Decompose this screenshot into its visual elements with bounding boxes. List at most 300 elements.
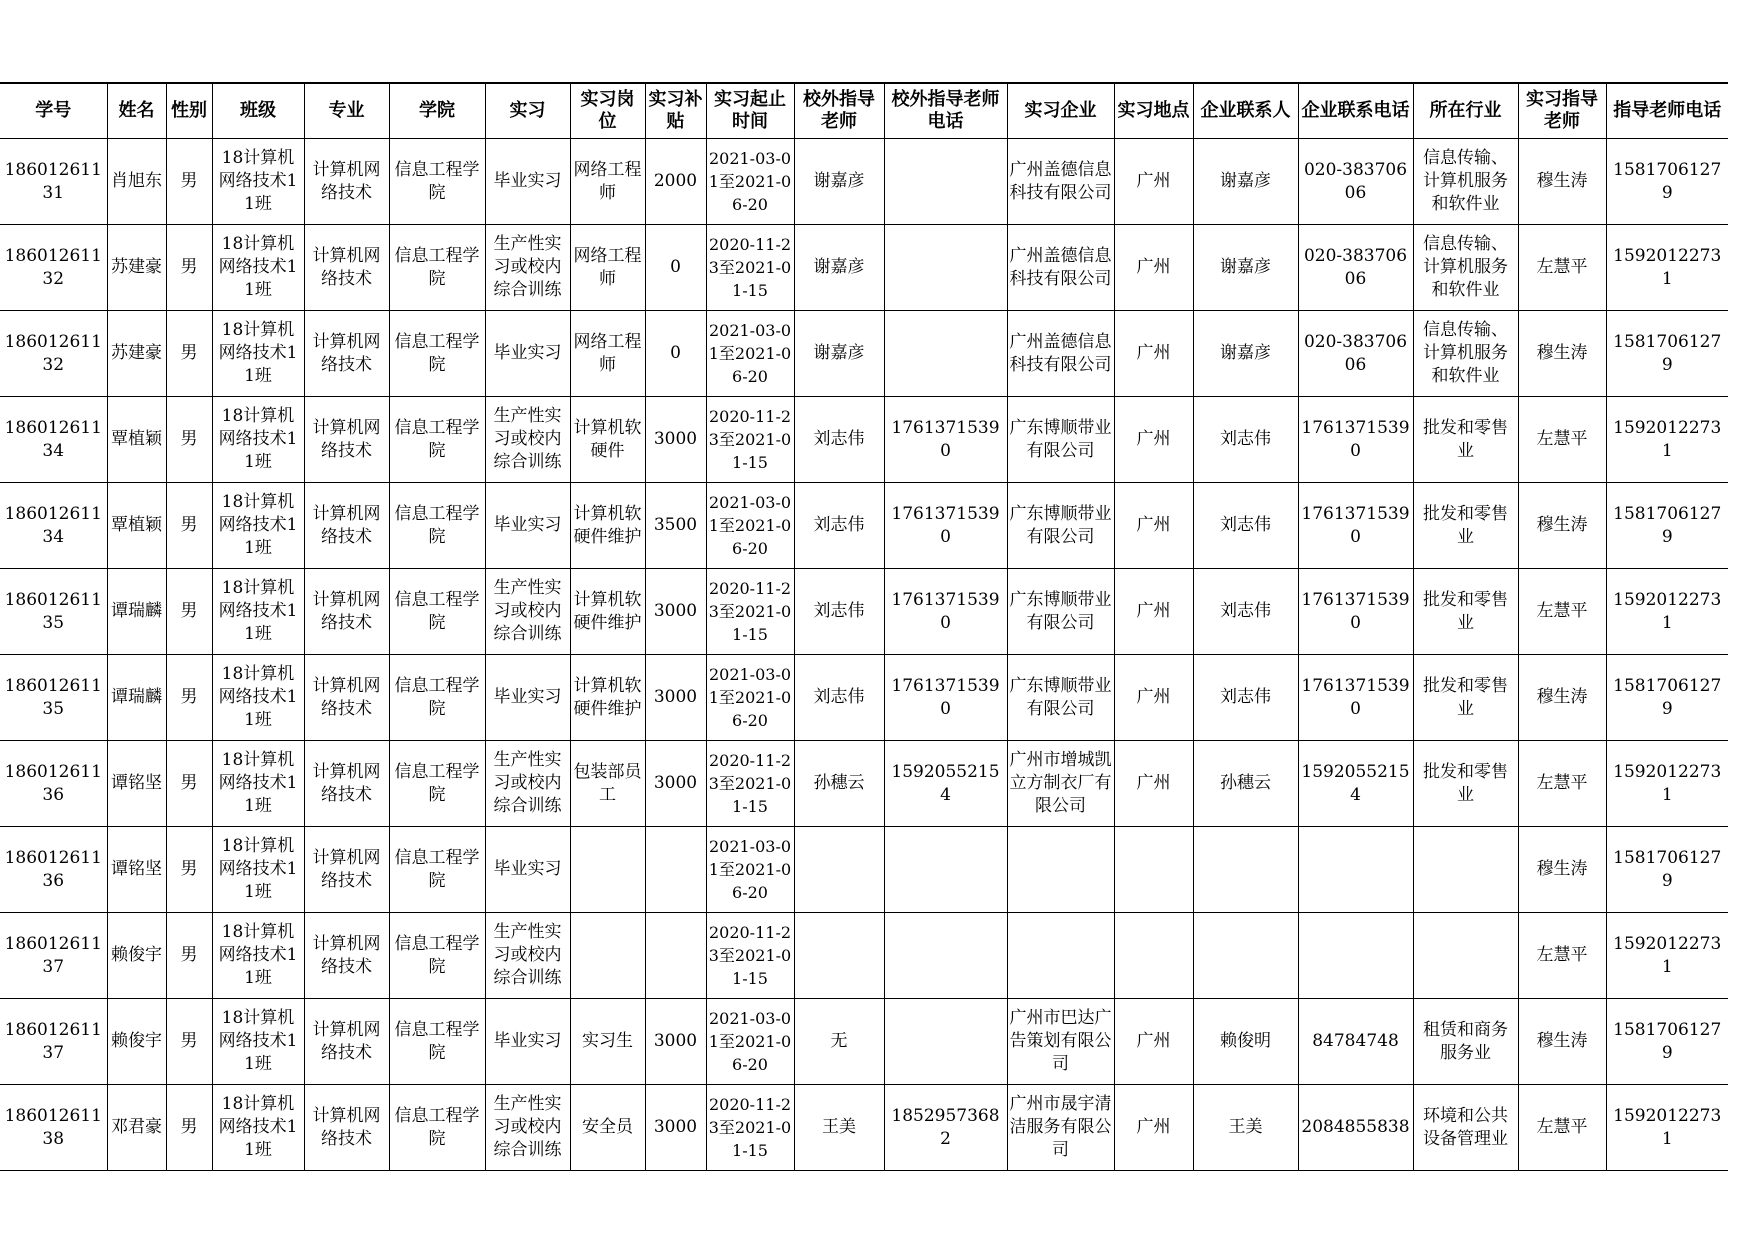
table-cell: [1518, 483, 1606, 569]
cell-text: 15920122731: [1613, 1105, 1722, 1149]
table-row: [0, 1085, 1728, 1171]
table-cell: [1193, 569, 1298, 655]
table-cell: [706, 569, 794, 655]
cell-text: 网络工程师: [573, 331, 642, 375]
table-cell: [706, 999, 794, 1085]
cell-text: 谢嘉彦: [813, 171, 865, 191]
cell-text: 18601261132: [4, 331, 102, 375]
cell-text: 毕业实习: [493, 859, 562, 879]
table-cell: [304, 827, 389, 913]
table-cell: [1413, 569, 1518, 655]
cell-text: 3000: [653, 773, 698, 793]
column-header: 专业: [304, 83, 389, 139]
column-header: 实习起止时间: [706, 83, 794, 139]
table-cell: [884, 741, 1007, 827]
cell-text: 批发和零售业: [1423, 675, 1508, 719]
cell-text: 18529573682: [891, 1105, 1000, 1149]
table-cell: [570, 569, 645, 655]
cell-text: 计算机网络技术: [312, 331, 381, 375]
table-cell: [706, 827, 794, 913]
cell-text: 网络工程师: [573, 159, 642, 203]
table-cell: [794, 139, 884, 225]
table-cell: [304, 569, 389, 655]
table-row: [0, 741, 1728, 827]
table-cell: [706, 741, 794, 827]
table-cell: [1413, 1085, 1518, 1171]
table-cell: [706, 225, 794, 311]
table-cell: [107, 225, 166, 311]
table-cell: [570, 741, 645, 827]
cell-text: 18601261136: [4, 847, 102, 891]
cell-text: 2084855838: [1301, 1117, 1410, 1137]
cell-text: 广州盖德信息科技有限公司: [1009, 331, 1112, 375]
table-cell: [884, 913, 1007, 999]
table-cell: [1413, 999, 1518, 1085]
cell-text: 生产性实习或校内综合训练: [493, 750, 562, 816]
cell-text: 广东博顺带业有限公司: [1009, 589, 1112, 633]
cell-text: 2020-11-23至2021-01-15: [708, 1095, 792, 1160]
table-cell: [1114, 999, 1193, 1085]
cell-text: 计算机网络技术: [312, 1105, 381, 1149]
table-cell: [212, 139, 304, 225]
cell-text: 租赁和商务服务业: [1423, 1019, 1508, 1063]
table-cell: [794, 311, 884, 397]
table-cell: [1114, 483, 1193, 569]
table-cell: [485, 1085, 570, 1171]
table-cell: [1413, 483, 1518, 569]
cell-text: 广州: [1136, 773, 1171, 793]
table-cell: [485, 483, 570, 569]
cell-text: 18计算机网络技术11班: [218, 234, 298, 300]
cell-text: 广州市增城凯立方制衣厂有限公司: [1009, 750, 1112, 816]
table-cell: [166, 311, 212, 397]
column-header: 所在行业: [1413, 83, 1518, 139]
table-cell: [1193, 1085, 1298, 1171]
cell-text: 18计算机网络技术11班: [218, 664, 298, 730]
cell-text: 左慧平: [1536, 773, 1588, 793]
cell-text: 信息工程学院: [394, 331, 480, 375]
cell-text: 2021-03-01至2021-06-20: [708, 149, 792, 214]
cell-text: 男: [180, 257, 198, 277]
column-header: 校外指导老师电话: [884, 83, 1007, 139]
table-cell: [794, 397, 884, 483]
cell-text: 覃植颖: [111, 515, 162, 535]
cell-text: 18601261138: [4, 1105, 102, 1149]
cell-text: 男: [180, 515, 198, 535]
table-cell: [304, 741, 389, 827]
cell-text: 2020-11-23至2021-01-15: [708, 407, 792, 472]
cell-text: 18601261136: [4, 761, 102, 805]
table-cell: [645, 397, 706, 483]
cell-text: 穆生涛: [1536, 859, 1588, 879]
table-cell: [1114, 741, 1193, 827]
table-cell: [166, 655, 212, 741]
cell-text: 计算机网络技术: [312, 589, 381, 633]
cell-text: 3000: [653, 1031, 698, 1051]
table-cell: [1298, 569, 1413, 655]
table-cell: [1114, 913, 1193, 999]
cell-text: 男: [180, 1031, 198, 1051]
table-cell: [304, 999, 389, 1085]
table-cell: [212, 741, 304, 827]
cell-text: 男: [180, 773, 198, 793]
table-cell: [1518, 999, 1606, 1085]
table-cell: [166, 827, 212, 913]
table-cell: [1518, 741, 1606, 827]
table-cell: [706, 311, 794, 397]
table-cell: [304, 397, 389, 483]
cell-text: 信息传输、计算机服务和软件业: [1423, 148, 1508, 214]
cell-text: 信息工程学院: [394, 1019, 480, 1063]
table-cell: [485, 311, 570, 397]
table-cell: [1606, 311, 1728, 397]
column-header: 实习岗位: [570, 83, 645, 139]
table-cell: [166, 569, 212, 655]
cell-text: 实习生: [582, 1031, 633, 1051]
internship-table: [0, 82, 1728, 1171]
cell-text: 15920122731: [1613, 245, 1722, 289]
table-cell: [1298, 913, 1413, 999]
table-cell: [884, 311, 1007, 397]
cell-text: 生产性实习或校内综合训练: [493, 234, 562, 300]
cell-text: 0: [670, 343, 681, 363]
table-cell: [1518, 1085, 1606, 1171]
table-cell: [1298, 1085, 1413, 1171]
cell-text: 谭铭坚: [111, 859, 162, 879]
table-cell: [1114, 655, 1193, 741]
cell-text: 15817061279: [1613, 331, 1722, 375]
cell-text: 王美: [822, 1117, 856, 1137]
table-cell: [166, 225, 212, 311]
table-cell: [212, 483, 304, 569]
table-cell: [1606, 225, 1728, 311]
cell-text: 谭瑞麟: [111, 687, 162, 707]
cell-text: 计算机网络技术: [312, 503, 381, 547]
cell-text: 84784748: [1312, 1031, 1399, 1051]
table-cell: [884, 483, 1007, 569]
table-cell: [884, 827, 1007, 913]
cell-text: 信息工程学院: [394, 589, 480, 633]
table-cell: [0, 569, 107, 655]
table-row: [0, 999, 1728, 1085]
cell-text: 邓君豪: [111, 1117, 162, 1137]
table-cell: [0, 1085, 107, 1171]
table-cell: [794, 913, 884, 999]
cell-text: 信息传输、计算机服务和软件业: [1423, 234, 1508, 300]
table-cell: [1606, 569, 1728, 655]
table-cell: [1007, 139, 1114, 225]
cell-text: 广东博顺带业有限公司: [1009, 503, 1112, 547]
cell-text: 计算机网络技术: [312, 847, 381, 891]
cell-text: 广州: [1136, 171, 1171, 191]
cell-text: 18计算机网络技术11班: [218, 578, 298, 644]
cell-text: 计算机软硬件维护: [573, 503, 642, 547]
table-cell: [1007, 483, 1114, 569]
table-cell: [485, 913, 570, 999]
table-cell: [389, 999, 485, 1085]
table-cell: [0, 913, 107, 999]
column-header: 企业联系电话: [1298, 83, 1413, 139]
table-cell: [1518, 827, 1606, 913]
cell-text: 刘志伟: [813, 601, 865, 621]
column-header: 实习指导老师: [1518, 83, 1606, 139]
table-cell: [304, 139, 389, 225]
cell-text: 穆生涛: [1536, 515, 1588, 535]
cell-text: 18计算机网络技术11班: [218, 492, 298, 558]
table-cell: [1193, 139, 1298, 225]
table-cell: [107, 655, 166, 741]
cell-text: 17613715390: [1301, 675, 1410, 719]
table-cell: [1193, 225, 1298, 311]
cell-text: 15817061279: [1613, 503, 1722, 547]
cell-text: 广州盖德信息科技有限公司: [1009, 159, 1112, 203]
table-cell: [1518, 569, 1606, 655]
cell-text: 3000: [653, 429, 698, 449]
cell-text: 广州盖德信息科技有限公司: [1009, 245, 1112, 289]
cell-text: 男: [180, 687, 198, 707]
table-cell: [794, 1085, 884, 1171]
cell-text: 020-38370606: [1303, 331, 1408, 375]
table-cell: [485, 225, 570, 311]
table-cell: [107, 569, 166, 655]
cell-text: 17613715390: [891, 417, 1000, 461]
table-cell: [1606, 999, 1728, 1085]
cell-text: 苏建豪: [111, 257, 162, 277]
cell-text: 2020-11-23至2021-01-15: [708, 751, 792, 816]
table-cell: [645, 1085, 706, 1171]
cell-text: 谭瑞麟: [111, 601, 162, 621]
column-header: 指导老师电话: [1606, 83, 1728, 139]
cell-text: 赖俊宇: [111, 1031, 162, 1051]
cell-text: 18601261134: [4, 417, 102, 461]
cell-text: 2020-11-23至2021-01-15: [708, 923, 792, 988]
cell-text: 赖俊宇: [111, 945, 162, 965]
table-cell: [1606, 139, 1728, 225]
table-cell: [570, 483, 645, 569]
column-header: 企业联系人: [1193, 83, 1298, 139]
cell-text: 计算机网络技术: [312, 933, 381, 977]
table-cell: [570, 999, 645, 1085]
table-cell: [389, 483, 485, 569]
cell-text: 020-38370606: [1303, 159, 1408, 203]
table-cell: [645, 999, 706, 1085]
cell-text: 男: [180, 171, 198, 191]
cell-text: 信息工程学院: [394, 417, 480, 461]
cell-text: 男: [180, 601, 198, 621]
column-header: 校外指导老师: [794, 83, 884, 139]
table-cell: [706, 139, 794, 225]
cell-text: 18计算机网络技术11班: [218, 836, 298, 902]
cell-text: 王美: [1228, 1117, 1263, 1137]
cell-text: 谢嘉彦: [1220, 343, 1271, 363]
cell-text: 无: [830, 1031, 848, 1051]
table-cell: [0, 139, 107, 225]
table-cell: [570, 225, 645, 311]
cell-text: 18计算机网络技术11班: [218, 1094, 298, 1160]
cell-text: 2021-03-01至2021-06-20: [708, 1009, 792, 1074]
table-row: [0, 139, 1728, 225]
cell-text: 计算机软硬件维护: [573, 675, 642, 719]
table-cell: [389, 139, 485, 225]
table-cell: [166, 139, 212, 225]
table-row: [0, 483, 1728, 569]
table-cell: [1413, 827, 1518, 913]
column-header: 学号: [0, 83, 107, 139]
cell-text: 18601261131: [4, 159, 102, 203]
table-cell: [304, 483, 389, 569]
table-cell: [1606, 827, 1728, 913]
table-cell: [1114, 225, 1193, 311]
table-cell: [212, 827, 304, 913]
table-cell: [1007, 913, 1114, 999]
cell-text: 计算机软硬件维护: [573, 589, 642, 633]
cell-text: 刘志伟: [813, 515, 865, 535]
table-cell: [794, 999, 884, 1085]
table-cell: [304, 913, 389, 999]
cell-text: 广东博顺带业有限公司: [1009, 675, 1112, 719]
cell-text: 17613715390: [1301, 503, 1410, 547]
column-header: 实习补贴: [645, 83, 706, 139]
table-cell: [1413, 311, 1518, 397]
table-cell: [1298, 741, 1413, 827]
table-cell: [107, 999, 166, 1085]
table-cell: [107, 913, 166, 999]
table-cell: [212, 655, 304, 741]
cell-text: 穆生涛: [1536, 687, 1588, 707]
table-cell: [107, 741, 166, 827]
table-cell: [1413, 655, 1518, 741]
table-cell: [1606, 741, 1728, 827]
cell-text: 信息工程学院: [394, 1105, 480, 1149]
table-cell: [570, 913, 645, 999]
table-cell: [166, 483, 212, 569]
cell-text: 生产性实习或校内综合训练: [493, 406, 562, 472]
cell-text: 18计算机网络技术11班: [218, 1008, 298, 1074]
table-cell: [389, 311, 485, 397]
table-cell: [1193, 397, 1298, 483]
cell-text: 信息工程学院: [394, 503, 480, 547]
table-cell: [1606, 1085, 1728, 1171]
cell-text: 信息工程学院: [394, 245, 480, 289]
cell-text: 2021-03-01至2021-06-20: [708, 837, 792, 902]
table-cell: [1518, 913, 1606, 999]
table-row: [0, 311, 1728, 397]
table-cell: [212, 913, 304, 999]
cell-text: 18601261134: [4, 503, 102, 547]
table-cell: [645, 483, 706, 569]
column-header: 实习企业: [1007, 83, 1114, 139]
table-cell: [485, 655, 570, 741]
table-cell: [570, 311, 645, 397]
table-cell: [1114, 1085, 1193, 1171]
table-cell: [485, 397, 570, 483]
table-cell: [1298, 655, 1413, 741]
cell-text: 广州: [1136, 687, 1171, 707]
cell-text: 男: [180, 859, 198, 879]
table-cell: [485, 741, 570, 827]
cell-text: 广州: [1136, 343, 1171, 363]
cell-text: 批发和零售业: [1423, 589, 1508, 633]
cell-text: 3000: [653, 687, 698, 707]
cell-text: 3000: [653, 601, 698, 621]
table-cell: [570, 139, 645, 225]
cell-text: 18601261137: [4, 933, 102, 977]
cell-text: 男: [180, 343, 198, 363]
table-cell: [1007, 397, 1114, 483]
table-cell: [0, 827, 107, 913]
table-cell: [706, 913, 794, 999]
table-cell: [1193, 913, 1298, 999]
cell-text: 18计算机网络技术11班: [218, 922, 298, 988]
table-cell: [1518, 139, 1606, 225]
table-cell: [389, 225, 485, 311]
cell-text: 男: [180, 1117, 198, 1137]
cell-text: 广州市巴达广告策划有限公司: [1009, 1008, 1112, 1074]
cell-text: 信息工程学院: [394, 847, 480, 891]
cell-text: 18601261137: [4, 1019, 102, 1063]
table-cell: [485, 569, 570, 655]
cell-text: 15817061279: [1613, 1019, 1722, 1063]
cell-text: 广州: [1136, 1031, 1171, 1051]
cell-text: 计算机软硬件: [573, 417, 642, 461]
table-cell: [1518, 311, 1606, 397]
table-cell: [794, 741, 884, 827]
cell-text: 18计算机网络技术11班: [218, 320, 298, 386]
table-cell: [884, 569, 1007, 655]
table-cell: [570, 655, 645, 741]
table-cell: [1298, 397, 1413, 483]
header-row: [0, 83, 1728, 139]
table-cell: [304, 311, 389, 397]
cell-text: 计算机网络技术: [312, 1019, 381, 1063]
cell-text: 17613715390: [1301, 589, 1410, 633]
cell-text: 刘志伟: [1220, 601, 1271, 621]
cell-text: 17613715390: [891, 503, 1000, 547]
table-cell: [304, 655, 389, 741]
cell-text: 包装部员工: [573, 761, 642, 805]
table-cell: [1193, 655, 1298, 741]
table-cell: [389, 569, 485, 655]
cell-text: 17613715390: [891, 675, 1000, 719]
cell-text: 孙穗云: [813, 773, 865, 793]
cell-text: 穆生涛: [1536, 1031, 1588, 1051]
table-cell: [1298, 225, 1413, 311]
cell-text: 计算机网络技术: [312, 761, 381, 805]
cell-text: 3500: [653, 515, 698, 535]
table-cell: [1007, 225, 1114, 311]
table-cell: [1007, 311, 1114, 397]
table-cell: [1007, 569, 1114, 655]
table-cell: [107, 827, 166, 913]
cell-text: 广州: [1136, 1117, 1171, 1137]
column-header: 姓名: [107, 83, 166, 139]
table-cell: [706, 397, 794, 483]
cell-text: 2021-03-01至2021-06-20: [708, 493, 792, 558]
table-cell: [1606, 913, 1728, 999]
table-cell: [884, 397, 1007, 483]
table-cell: [1007, 999, 1114, 1085]
table-cell: [1007, 741, 1114, 827]
cell-text: 广东博顺带业有限公司: [1009, 417, 1112, 461]
table-row: [0, 397, 1728, 483]
table-cell: [570, 1085, 645, 1171]
column-header: 学院: [389, 83, 485, 139]
cell-text: 3000: [653, 1117, 698, 1137]
table-cell: [1114, 569, 1193, 655]
cell-text: 广州: [1136, 429, 1171, 449]
table-cell: [0, 999, 107, 1085]
table-cell: [884, 655, 1007, 741]
